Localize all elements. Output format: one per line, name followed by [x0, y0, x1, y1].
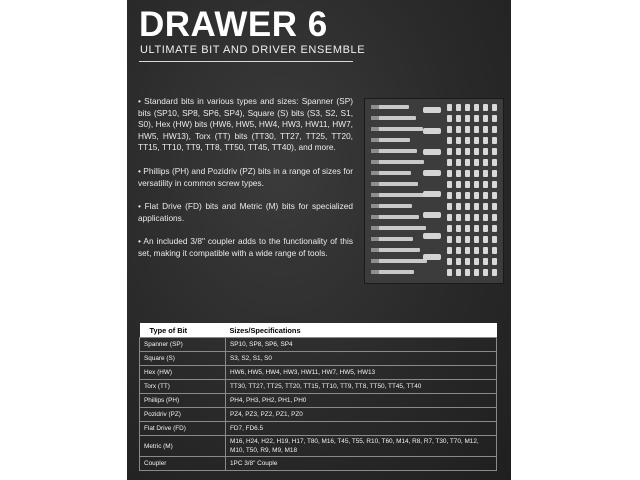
- small-bit: [474, 126, 479, 133]
- small-bit: [447, 269, 452, 276]
- bit-shank: [371, 116, 379, 120]
- long-bit: [371, 226, 426, 230]
- table-row: [140, 394, 497, 408]
- feature-bullet: • Phillips (PH) and Pozidriv (PZ) bits in a range of sizes for versatility in common screw types.: [138, 165, 353, 188]
- small-bit: [492, 203, 497, 210]
- small-bit: [483, 247, 488, 254]
- small-bit: [465, 269, 470, 276]
- small-bit: [465, 192, 470, 199]
- small-bit: [465, 181, 470, 188]
- drawer-spec-sheet: [127, 0, 511, 480]
- spec-table-header: [140, 323, 497, 338]
- bit-shank: [371, 248, 379, 252]
- table-row: [140, 436, 497, 457]
- small-bit: [492, 247, 497, 254]
- small-bit: [474, 203, 479, 210]
- small-bit: [492, 214, 497, 221]
- cell-type: Torx (TT): [140, 380, 226, 394]
- small-bit: [465, 203, 470, 210]
- small-bit: [492, 225, 497, 232]
- bit-shank: [371, 193, 379, 197]
- bit-shank: [371, 259, 379, 263]
- small-bit: [492, 269, 497, 276]
- small-bit: [447, 236, 452, 243]
- small-bit: [465, 247, 470, 254]
- socket-bit: [423, 191, 441, 197]
- socket-bit: [423, 233, 441, 239]
- bit-shank: [371, 105, 379, 109]
- cell-type: Coupler: [140, 457, 226, 471]
- small-bit: [492, 159, 497, 166]
- feature-bullet: • An included 3/8" coupler adds to the functionality of this set, making it compatible with a wide range of tools.: [138, 236, 353, 258]
- small-bit: [492, 148, 497, 155]
- cell-sizes: PH4, PH3, PH2, PH1, PH0: [226, 394, 497, 408]
- cell-type: Metric (M): [140, 436, 226, 457]
- long-bit: [371, 193, 425, 197]
- small-bit: [474, 181, 479, 188]
- small-bit: [474, 269, 479, 276]
- title-divider: [139, 61, 353, 62]
- bit-shank: [371, 237, 379, 241]
- small-bit: [483, 192, 488, 199]
- small-bit: [465, 214, 470, 221]
- bit-shank: [371, 160, 379, 164]
- feature-bullet: • Standard bits in various types and sizes: Spanner (SP) bits (SP10, SP8, SP6, SP4), Square (S) bits (S3, S2, S1, S0), Hex (HW) bits (HW6, HW5, HW4, HW3, HW11, HW7, HW5, HW13), Torx (TT) bits (TT30, TT27, TT25, TT20, TT15, TT10, TT9, TT8, TT50, TT45, TT40), and more.: [138, 96, 353, 153]
- small-bit: [483, 148, 488, 155]
- small-bit: [483, 236, 488, 243]
- cell-type: Hex (HW): [140, 366, 226, 380]
- small-bit: [456, 258, 461, 265]
- small-bit: [456, 247, 461, 254]
- feature-bullet: • Flat Drive (FD) bits and Metric (M) bits for specialized applications.: [138, 201, 353, 223]
- cell-sizes: M16, H24, H22, H19, H17, T80, M16, T45, T55, R10, T60, M14, R8, R7, T30, T70, M12, M10, T50, R9, M9, M18: [226, 436, 497, 457]
- bit-tray-illustration: [365, 99, 503, 283]
- bit-shank: [371, 270, 379, 274]
- cell-sizes: PZ4, PZ3, PZ2, PZ1, PZ0: [226, 408, 497, 422]
- small-bit: [456, 214, 461, 221]
- small-bit: [474, 236, 479, 243]
- small-bit: [483, 170, 488, 177]
- small-bit: [474, 192, 479, 199]
- small-bit: [465, 159, 470, 166]
- small-bit: [447, 214, 452, 221]
- small-bit: [492, 126, 497, 133]
- small-bit: [465, 104, 470, 111]
- table-row: [140, 352, 497, 366]
- small-bit: [447, 203, 452, 210]
- cell-sizes: FD7, FD6.5: [226, 422, 497, 436]
- small-bit: [492, 115, 497, 122]
- table-row: [140, 338, 497, 352]
- table-row: [140, 408, 497, 422]
- small-bit: [465, 137, 470, 144]
- bit-shank: [371, 127, 379, 131]
- small-bit: [474, 225, 479, 232]
- header-sizes: Sizes/Specifications: [226, 323, 497, 338]
- small-bit: [465, 126, 470, 133]
- bit-shank: [371, 215, 379, 219]
- cell-sizes: 1PC 3/8" Couple: [226, 457, 497, 471]
- small-bit: [483, 258, 488, 265]
- cell-type: Square (S): [140, 352, 226, 366]
- cell-sizes: TT30, TT27, TT25, TT20, TT15, TT10, TT9, TT8, TT50, TT45, TT40: [226, 380, 497, 394]
- bit-shank: [371, 182, 379, 186]
- small-bit: [474, 104, 479, 111]
- small-bit: [447, 115, 452, 122]
- small-bit: [483, 225, 488, 232]
- cell-type: Flat Drive (FD): [140, 422, 226, 436]
- table-row: [140, 457, 497, 471]
- small-bit: [447, 247, 452, 254]
- bit-shank: [371, 138, 379, 142]
- small-bit: [474, 115, 479, 122]
- small-bit: [456, 192, 461, 199]
- header-type: Type of Bit: [140, 323, 226, 338]
- small-bit: [474, 137, 479, 144]
- small-bit: [456, 225, 461, 232]
- small-bit: [483, 159, 488, 166]
- small-bit: [447, 225, 452, 232]
- socket-bit: [423, 149, 441, 155]
- small-bit: [456, 269, 461, 276]
- small-bit: [474, 170, 479, 177]
- feature-list: [138, 96, 353, 272]
- socket-bit: [423, 212, 441, 218]
- small-bit: [456, 104, 461, 111]
- spec-table: [139, 323, 497, 471]
- cell-sizes: SP10, SP8, SP6, SP4: [226, 338, 497, 352]
- page-subtitle: ULTIMATE BIT AND DRIVER ENSEMBLE: [140, 44, 366, 56]
- small-bit: [474, 159, 479, 166]
- table-row: [140, 380, 497, 394]
- small-bit: [483, 203, 488, 210]
- small-bit: [474, 214, 479, 221]
- small-bit: [465, 115, 470, 122]
- small-bit: [447, 104, 452, 111]
- small-bit: [456, 126, 461, 133]
- small-bit: [483, 137, 488, 144]
- small-bit: [456, 203, 461, 210]
- small-bit: [474, 247, 479, 254]
- bit-shank: [371, 226, 379, 230]
- small-bit: [447, 170, 452, 177]
- small-bit: [465, 170, 470, 177]
- small-bit: [474, 148, 479, 155]
- small-bit: [456, 236, 461, 243]
- small-bit: [465, 148, 470, 155]
- cell-type: Phillips (PH): [140, 394, 226, 408]
- long-bit: [371, 259, 427, 263]
- small-bit: [447, 137, 452, 144]
- table-row: [140, 422, 497, 436]
- small-bit: [456, 148, 461, 155]
- small-bit: [492, 170, 497, 177]
- small-bit: [474, 258, 479, 265]
- small-bit: [483, 214, 488, 221]
- socket-bit: [423, 254, 441, 260]
- cell-sizes: S3, S2, S1, S0: [226, 352, 497, 366]
- small-bit: [447, 192, 452, 199]
- small-bit: [465, 258, 470, 265]
- small-bit: [456, 115, 461, 122]
- small-bit: [447, 126, 452, 133]
- socket-bit: [423, 107, 441, 113]
- drawer-photo: [364, 98, 504, 284]
- bit-shank: [371, 149, 379, 153]
- small-bit: [456, 170, 461, 177]
- table-row: [140, 366, 497, 380]
- cell-type: Spanner (SP): [140, 338, 226, 352]
- small-bit: [483, 269, 488, 276]
- small-bit: [447, 148, 452, 155]
- small-bit: [456, 137, 461, 144]
- bit-shank: [371, 171, 379, 175]
- small-bit: [465, 236, 470, 243]
- small-bit: [492, 181, 497, 188]
- small-bit: [492, 236, 497, 243]
- socket-bit: [423, 170, 441, 176]
- small-bit: [492, 137, 497, 144]
- small-bit: [483, 104, 488, 111]
- small-bit: [492, 258, 497, 265]
- small-bit: [456, 181, 461, 188]
- small-bit: [447, 181, 452, 188]
- small-bit: [456, 159, 461, 166]
- small-bit: [465, 225, 470, 232]
- bit-shank: [371, 204, 379, 208]
- small-bit: [492, 104, 497, 111]
- page-title: DRAWER 6: [139, 5, 328, 44]
- socket-bit: [423, 128, 441, 134]
- cell-type: Pozidriv (PZ): [140, 408, 226, 422]
- small-bit: [447, 258, 452, 265]
- small-bit: [483, 115, 488, 122]
- cell-sizes: HW6, HW5, HW4, HW3, HW11, HW7, HW5, HW13: [226, 366, 497, 380]
- small-bit: [492, 192, 497, 199]
- small-bit: [483, 126, 488, 133]
- small-bit: [447, 159, 452, 166]
- small-bit: [483, 181, 488, 188]
